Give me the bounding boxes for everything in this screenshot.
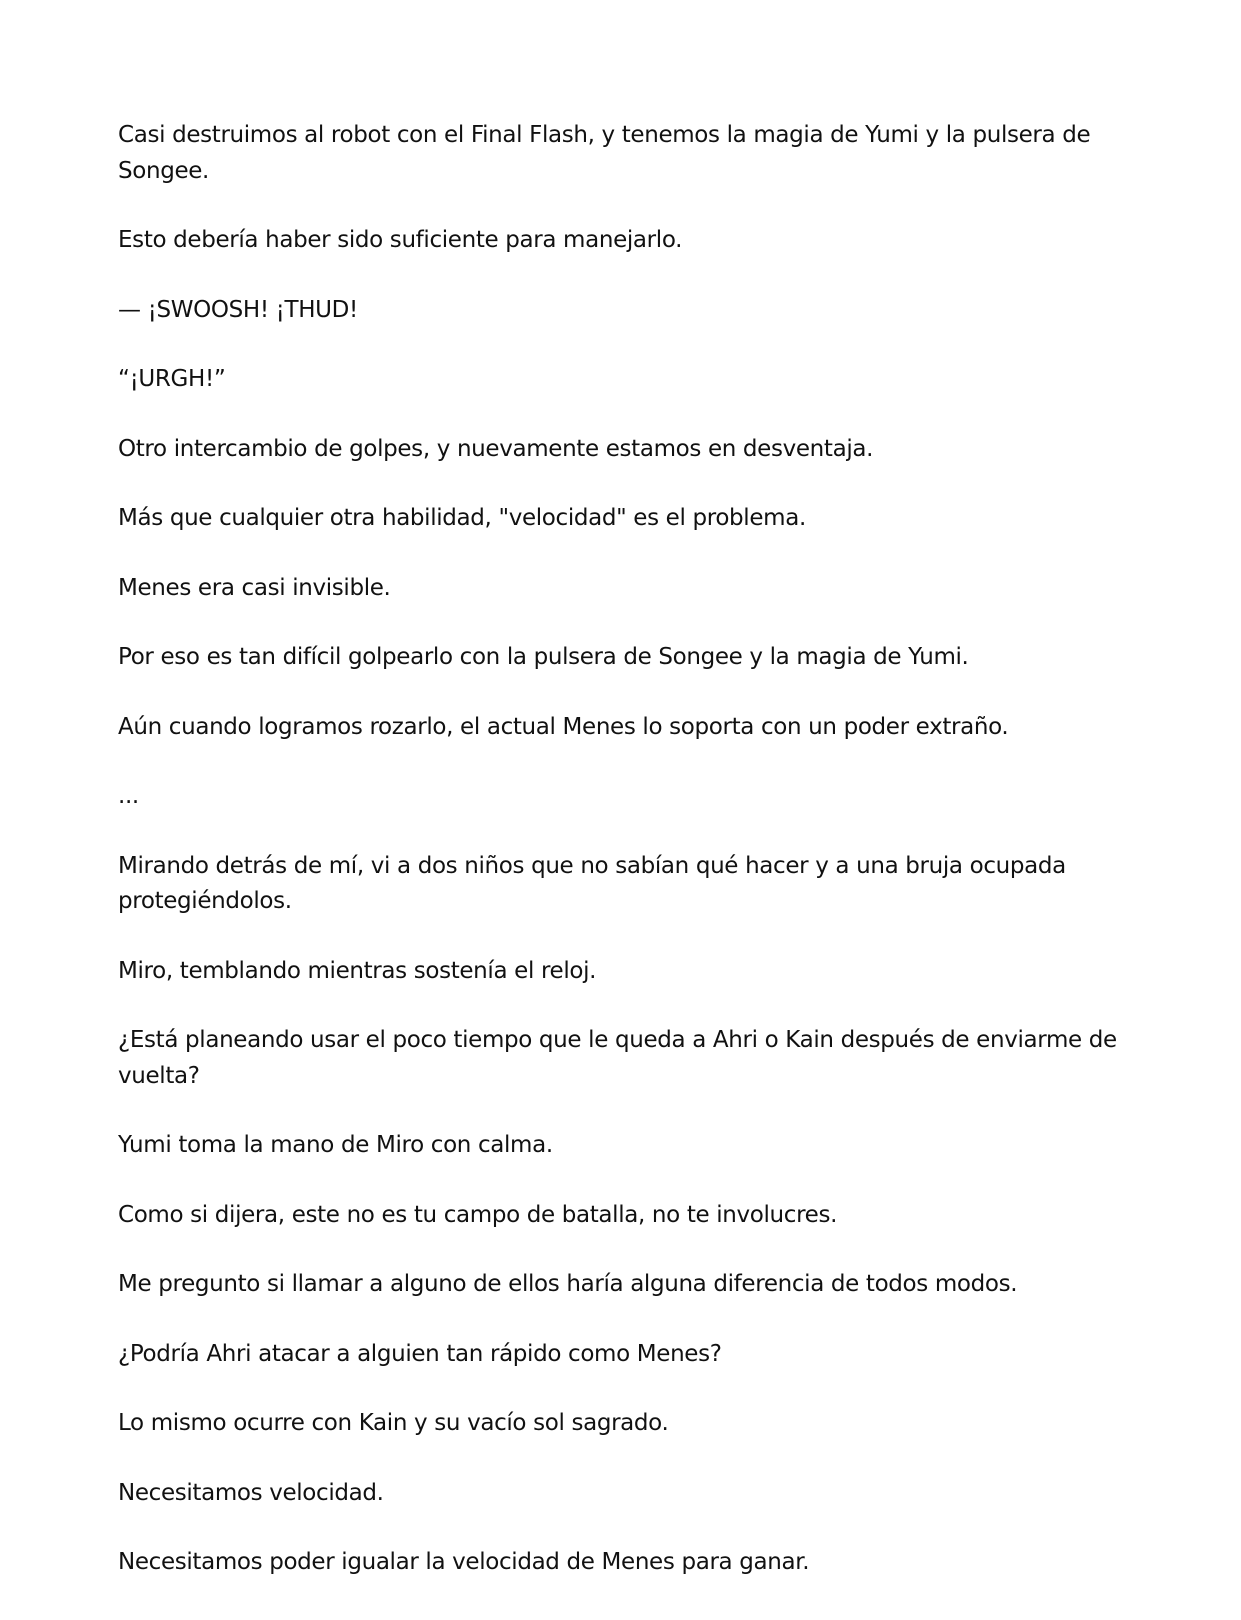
paragraph: Por eso es tan difícil golpearlo con la pulsera de Songee y la magia de Yumi. [118,644,969,670]
paragraph: Necesitamos poder igualar la velocidad de Menes para ganar. [118,1549,810,1575]
paragraph: Lo mismo ocurre con Kain y su vacío sol sagrado. [118,1410,669,1436]
paragraph: Más que cualquier otra habilidad, "velocidad" es el problema. [118,505,806,531]
paragraph: “¡URGH!” [118,366,226,392]
paragraph: Yumi toma la mano de Miro con calma. [118,1132,553,1158]
document-body [118,118,1128,1615]
paragraph: Aún cuando logramos rozarlo, el actual Menes lo soporta con un poder extraño. [118,713,1009,740]
paragraph: Esto debería haber sido suficiente para manejarlo. [118,227,683,253]
paragraph: ... [118,783,139,809]
paragraph: ¿Está planeando usar el poco tiempo que le queda a Ahri o Kain después de enviarme de vuelta? [118,1027,1117,1089]
paragraph: — ¡SWOOSH! ¡THUD! [118,296,358,323]
paragraph: Como si dijera, este no es tu campo de batalla, no te involucres. [118,1201,838,1228]
paragraph: Mirando detrás de mí, vi a dos niños que no sabían qué hacer y a una bruja ocupada protegiéndolos. [118,852,1066,914]
paragraph: Me pregunto si llamar a alguno de ellos haría alguna diferencia de todos modos. [118,1271,1018,1297]
paragraph: Miro, temblando mientras sostenía el reloj. [118,957,597,984]
paragraph: Otro intercambio de golpes, y nuevamente estamos en desventaja. [118,435,874,462]
paragraph: Menes era casi invisible. [118,574,391,601]
paragraph: Necesitamos velocidad. [118,1479,384,1506]
paragraph: ¿Podría Ahri atacar a alguien tan rápido como Menes? [118,1340,722,1367]
paragraph: Casi destruimos al robot con el Final Flash, y tenemos la magia de Yumi y la pulsera de Songee. [118,122,1091,184]
